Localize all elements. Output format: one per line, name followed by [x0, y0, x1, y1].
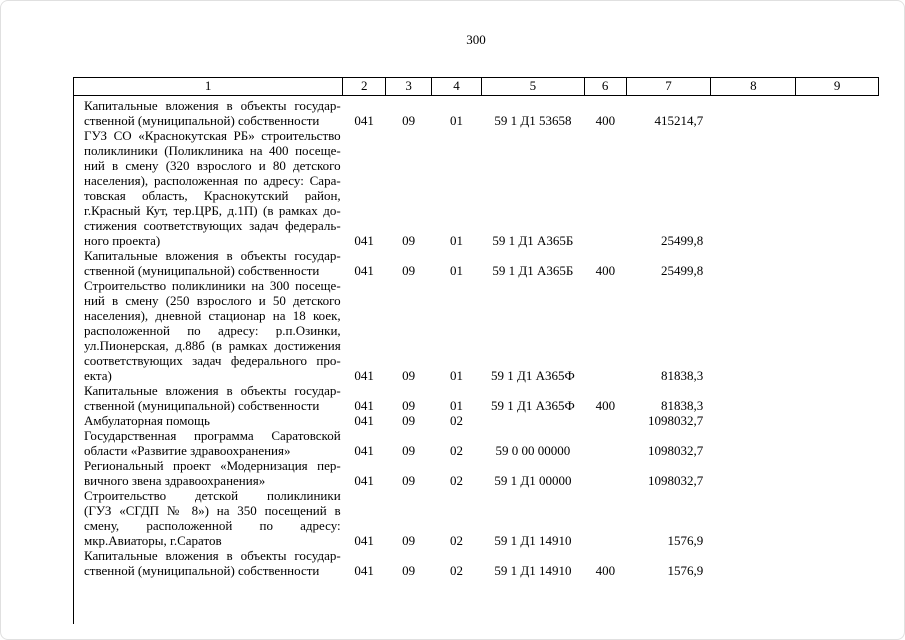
- row-name-line: г.Красный Кут, тер.ЦРБ, д.1П) (в рамках до-: [84, 203, 341, 218]
- row-name-cell: [74, 458, 343, 488]
- row-col-3: 09: [402, 263, 416, 278]
- table-row: [74, 98, 879, 128]
- row-name-cell: [74, 413, 343, 428]
- row-name-line: (ГУЗ «СГДП № 8») на 350 посещений в: [84, 503, 341, 518]
- row-col-6: 400: [595, 263, 616, 278]
- table-row: [74, 278, 879, 383]
- row-col-5: 59 1 Д1 53658: [494, 113, 572, 128]
- row-col-3: 09: [402, 233, 416, 248]
- row-col-4: 02: [450, 533, 464, 548]
- row-name-line: ГУЗ СО «Краснокутская РБ» строительство: [84, 128, 341, 143]
- row-name-line: населения), расположенная по адресу: Сара-: [84, 173, 341, 188]
- header-col-8: 8: [710, 78, 795, 95]
- row-col-3: 09: [402, 563, 416, 578]
- row-col-3: 09: [402, 413, 416, 428]
- row-name-line: поликлиники (Поликлиника на 400 посеще-: [84, 143, 341, 158]
- row-col-6: 400: [595, 113, 616, 128]
- row-name-line: Государственная программа Саратовской: [84, 428, 341, 443]
- row-name-line: ственной (муниципальной) собственности: [84, 113, 320, 128]
- row-col-4: 01: [450, 113, 464, 128]
- header-col-4: 4: [431, 78, 481, 95]
- row-name-line: области «Развитие здравоохранения»: [84, 443, 291, 458]
- row-col-7: 1098032,7: [647, 443, 704, 458]
- page-number: 300: [466, 32, 486, 47]
- row-name-line: мкр.Авиаторы, г.Саратов: [84, 533, 222, 548]
- row-col-7: 1098032,7: [647, 473, 704, 488]
- header-col-1: 1: [204, 78, 212, 93]
- row-col-7: 25499,8: [660, 263, 704, 278]
- table-header-row: [73, 77, 879, 96]
- row-col-2: 041: [354, 368, 374, 383]
- table-row: [74, 458, 879, 488]
- row-col-2: 041: [354, 398, 374, 413]
- row-name-line: Региональный проект «Модернизация пер-: [84, 458, 341, 473]
- row-col-5: 59 1 Д1 А365Б: [492, 263, 574, 278]
- row-name-line: Строительство детской поликлиники: [84, 488, 341, 503]
- row-name-cell: [74, 488, 343, 548]
- row-name-line: ственной (муниципальной) собственности: [84, 398, 320, 413]
- header-col-6: 6: [584, 78, 626, 95]
- table-row: [74, 413, 879, 428]
- row-col-7: 415214,7: [654, 113, 704, 128]
- row-name-line: населения), дневной стационар на 18 коек,: [84, 308, 341, 323]
- row-col-4: 02: [450, 413, 464, 428]
- row-col-5: 59 0 00 00000: [495, 443, 571, 458]
- row-name-line: ул.Пионерская, д.88б (в рамках достижения: [84, 338, 341, 353]
- row-col-3: 09: [402, 368, 416, 383]
- row-col-5: 59 1 Д1 00000: [494, 473, 572, 488]
- table-row: [74, 428, 879, 458]
- table-row: [74, 488, 879, 548]
- row-col-2: 041: [354, 443, 374, 458]
- row-name-cell: [74, 278, 343, 383]
- header-col-2: 2: [342, 78, 385, 95]
- row-col-2: 041: [354, 263, 374, 278]
- row-name-line: Амбулаторная помощь: [84, 413, 210, 428]
- budget-table: [73, 77, 879, 624]
- row-name-line: ного проекта): [84, 233, 161, 248]
- row-name-line: стижения соответствующих задач федераль-: [84, 218, 341, 233]
- row-name-line: расположенной по адресу: р.п.Озинки,: [84, 323, 341, 338]
- row-col-5: 59 1 Д1 А365Б: [492, 233, 574, 248]
- row-name-cell: [74, 428, 343, 458]
- row-col-4: 01: [450, 368, 464, 383]
- row-col-3: 09: [402, 398, 416, 413]
- row-col-2: 041: [354, 563, 374, 578]
- row-name-line: Капитальные вложения в объекты государ-: [84, 383, 341, 398]
- header-col-7: 7: [626, 78, 711, 95]
- row-name-line: смену, расположенной по адресу:: [84, 518, 341, 533]
- row-name-cell: [74, 128, 343, 248]
- row-col-5: 59 1 Д1 14910: [494, 533, 572, 548]
- row-col-2: 041: [354, 113, 374, 128]
- header-col-5: 5: [481, 78, 584, 95]
- row-name-line: екта): [84, 368, 112, 383]
- table-body: [73, 96, 879, 624]
- row-name-line: ственной (муниципальной) собственности: [84, 263, 320, 278]
- row-col-2: 041: [354, 413, 374, 428]
- table-row: [74, 548, 879, 578]
- row-col-7: 81838,3: [660, 368, 704, 383]
- header-col-3: 3: [385, 78, 431, 95]
- row-col-4: 01: [450, 398, 464, 413]
- row-col-7: 81838,3: [660, 398, 704, 413]
- row-col-7: 1576,9: [667, 533, 704, 548]
- row-col-4: 01: [450, 263, 464, 278]
- header-col-9: 9: [795, 78, 878, 95]
- row-col-7: 1576,9: [667, 563, 704, 578]
- row-name-line: соответствующих задач федерального про-: [84, 353, 341, 368]
- row-col-3: 09: [402, 533, 416, 548]
- row-name-cell: [74, 98, 343, 128]
- row-name-line: Капитальные вложения в объекты государ-: [84, 98, 341, 113]
- row-name-line: ний в смену (250 взрослого и 50 детского: [84, 293, 341, 308]
- row-col-6: 400: [595, 563, 616, 578]
- row-name-line: вичного звена здравоохранения»: [84, 473, 266, 488]
- row-col-4: 02: [450, 443, 464, 458]
- row-col-2: 041: [354, 533, 374, 548]
- table-row: [74, 128, 879, 248]
- row-col-3: 09: [402, 473, 416, 488]
- row-col-7: 25499,8: [660, 233, 704, 248]
- row-name-cell: [74, 383, 343, 413]
- row-col-6: 400: [595, 398, 616, 413]
- row-col-7: 1098032,7: [647, 413, 704, 428]
- row-col-5: 59 1 Д1 14910: [494, 563, 572, 578]
- row-name-line: товская область, Краснокутский район,: [84, 188, 341, 203]
- row-col-4: 01: [450, 233, 464, 248]
- row-name-line: ственной (муниципальной) собственности: [84, 563, 320, 578]
- table-row: [74, 383, 879, 413]
- row-name-cell: [74, 248, 343, 278]
- row-col-5: 59 1 Д1 А365Ф: [491, 368, 575, 383]
- row-col-3: 09: [402, 443, 416, 458]
- row-name-cell: [74, 548, 343, 578]
- row-col-5: 59 1 Д1 А365Ф: [491, 398, 575, 413]
- table-row: [74, 248, 879, 278]
- row-col-4: 02: [450, 473, 464, 488]
- row-name-line: Строительство поликлиники на 300 посеще-: [84, 278, 341, 293]
- row-name-line: Капитальные вложения в объекты государ-: [84, 248, 341, 263]
- row-col-2: 041: [354, 473, 374, 488]
- row-name-line: ний в смену (320 взрослого и 80 детского: [84, 158, 341, 173]
- row-name-line: Капитальные вложения в объекты государ-: [84, 548, 341, 563]
- row-col-4: 02: [450, 563, 464, 578]
- row-col-2: 041: [354, 233, 374, 248]
- row-col-3: 09: [402, 113, 416, 128]
